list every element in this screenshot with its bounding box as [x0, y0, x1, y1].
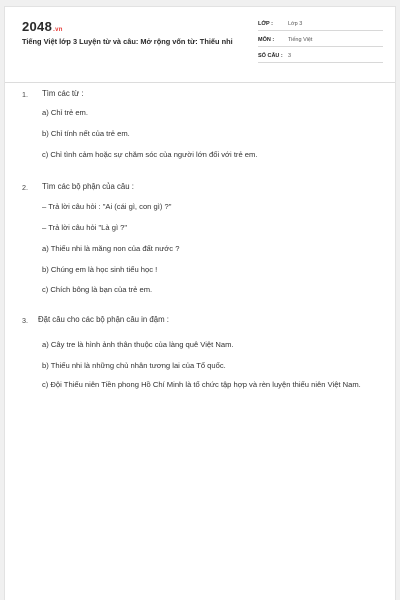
answer-line: c) Chích bông là bạn của trẻ em.: [42, 285, 153, 294]
meta-subject-label: MÔN :: [258, 37, 275, 43]
document-title: Tiếng Việt lớp 3 Luyện từ và câu: Mở rộng vốn từ: Thiếu nhi: [22, 37, 233, 46]
meta-count-value: 3: [288, 53, 292, 59]
answer-line: c) Đội Thiếu niên Tiền phong Hồ Chí Minh là tổ chức tập hợp và rèn luyện thiếu niên Việt Nam.: [42, 380, 361, 389]
meta-grade: [258, 18, 383, 31]
answer-line: a) Chỉ trẻ em.: [42, 108, 88, 117]
answer-line: a) Cây tre là hình ảnh thân thuộc của làng quê Việt Nam.: [42, 340, 234, 349]
meta-subject: [258, 34, 383, 47]
meta-grade-label: LỚP :: [258, 21, 273, 27]
answer-line: b) Chỉ tính nết của trẻ em.: [42, 129, 130, 138]
question-number: 1.: [22, 90, 28, 99]
meta-question-count: [258, 50, 383, 63]
answer-line: c) Chỉ tình cảm hoặc sự chăm sóc của người lớn đối với trẻ em.: [42, 150, 258, 159]
question-text: Tìm các từ :: [42, 89, 84, 98]
question-text: Đặt câu cho các bộ phận câu in đậm :: [38, 315, 169, 324]
question-text: Tìm các bộ phận của câu :: [42, 182, 134, 191]
site-logo[interactable]: [22, 19, 63, 34]
answer-line: a) Thiếu nhi là măng non của đất nước ?: [42, 244, 180, 253]
question-number: 3.: [22, 316, 28, 325]
answer-line: b) Chúng em là học sinh tiểu học !: [42, 265, 158, 274]
answer-line: b) Thiếu nhi là những chủ nhân tương lai của Tổ quốc.: [42, 361, 226, 370]
meta-subject-value: Tiếng Việt: [288, 37, 313, 43]
document-header: [5, 7, 395, 83]
document-page: [4, 6, 396, 600]
meta-count-label: SỐ CÂU :: [258, 53, 283, 59]
logo-domain: .vn: [53, 27, 63, 33]
answer-line: – Trả lời câu hỏi : "Ai (cái gì, con gì) ?": [42, 202, 172, 211]
answer-line: – Trả lời câu hỏi "Là gì ?": [42, 223, 128, 232]
question-number: 2.: [22, 183, 28, 192]
logo-number: 2048: [22, 19, 53, 34]
meta-grade-value: Lớp 3: [288, 21, 303, 27]
